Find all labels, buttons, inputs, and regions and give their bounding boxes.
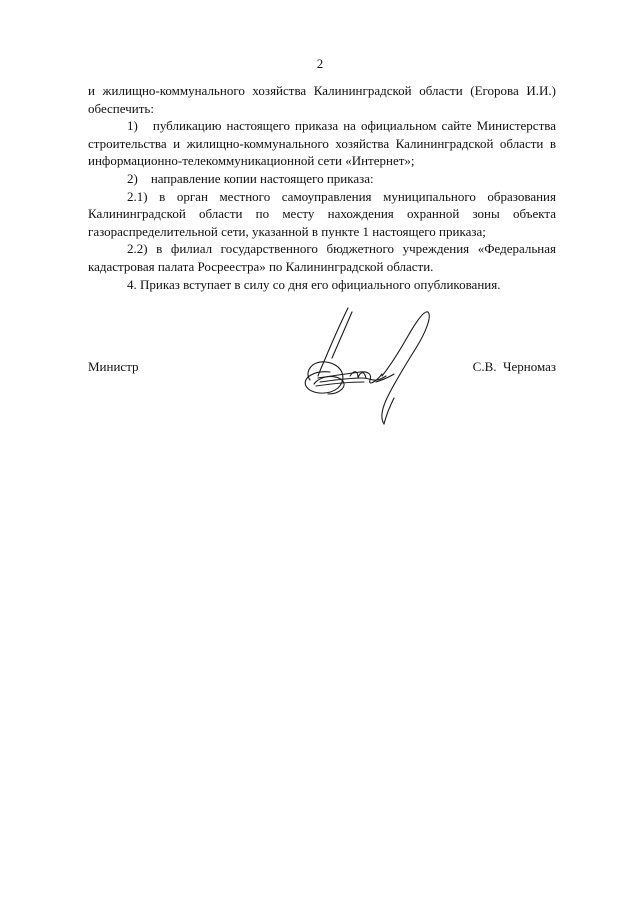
paragraph-intro: и жилищно-коммунального хозяйства Калининградской области (Егорова И.И.) обеспечить: xyxy=(88,83,556,116)
paragraph-item-2-1: 2.1) в орган местного самоуправления муниципального образования Калининградской области по месту нахождения охранной зоны объекта газораспределительной сети, указанной в пункте 1 настоящего приказа; xyxy=(88,188,556,239)
document-body xyxy=(88,82,556,293)
paragraph-item-2: 2) направление копии настоящего приказа: xyxy=(127,170,374,186)
handwritten-signature xyxy=(290,300,440,430)
paragraph-item-4: 4. Приказ вступает в силу со дня его официального опубликования. xyxy=(127,276,501,292)
paragraph-item-2-2: 2.2) в филиал государственного бюджетного учреждения «Федеральная кадастровая палата Росреестра» по Калининградской области. xyxy=(88,241,556,274)
paragraph-item-1: 1) публикацию настоящего приказа на официальном сайте Министерства строительства и жилищно-коммунального хозяйства Калининградской области в информационно-телекоммуникационной сети «Интернет»; xyxy=(88,118,556,169)
signer-title: Министр xyxy=(88,359,139,374)
page-number: 2 xyxy=(316,56,324,71)
signer-name: С.В. Черномаз xyxy=(472,359,556,374)
